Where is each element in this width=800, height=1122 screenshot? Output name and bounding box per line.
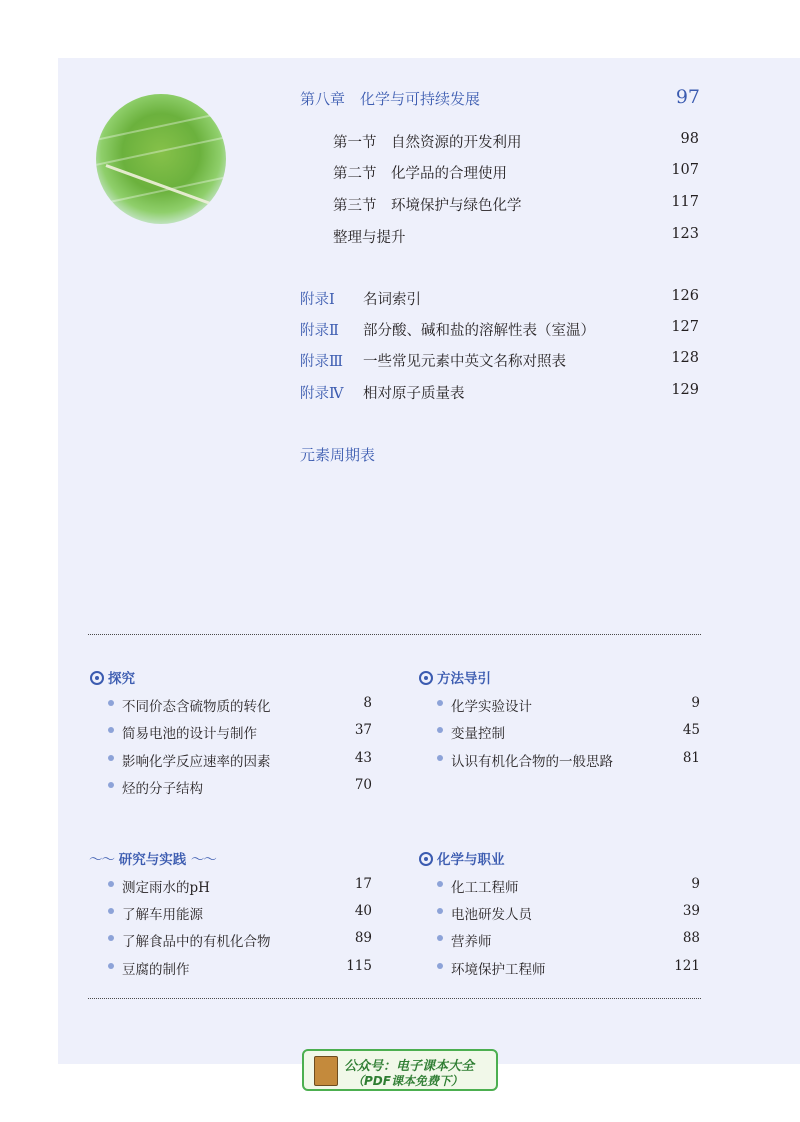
bullet-icon: [108, 727, 114, 733]
methods-title: 方法导引: [437, 671, 491, 687]
section-entry[interactable]: [333, 131, 699, 152]
appendix-label: 附录Ⅲ: [300, 354, 343, 370]
bullet-icon: [437, 881, 443, 887]
chapter-heading[interactable]: [300, 88, 700, 109]
appendix-page: 126: [671, 288, 699, 304]
item-page: 8: [363, 695, 372, 711]
item-page: 37: [354, 722, 372, 738]
periodic-table-link[interactable]: 元素周期表: [300, 446, 376, 464]
bullet-icon: [437, 700, 443, 706]
item-text: 不同价态含硫物质的转化: [122, 699, 271, 715]
section-title: 第一节 自然资源的开发利用: [333, 135, 522, 151]
bullet-icon: [108, 755, 114, 761]
item-text: 简易电池的设计与制作: [122, 726, 257, 742]
chapter-page: 97: [675, 86, 700, 108]
watermark-line2: （PDF课本免费下）: [352, 1074, 463, 1088]
wave-icon: 〜〜: [89, 852, 114, 868]
appendix-page: 129: [671, 382, 699, 398]
appendix-entry[interactable]: [300, 382, 699, 403]
appendix-entry[interactable]: [300, 319, 699, 340]
bullet-icon: [108, 963, 114, 969]
farmland-photo: [96, 94, 226, 224]
research-title: 研究与实践: [118, 852, 187, 868]
careers-title: 化学与职业: [437, 852, 505, 868]
item-text: 环境保护工程师: [451, 962, 546, 978]
appendix-entry[interactable]: [300, 288, 699, 309]
section-page: 107: [671, 162, 699, 178]
item-text: 化工工程师: [451, 880, 519, 896]
section-page: 117: [671, 194, 699, 210]
section-title: 第二节 化学品的合理使用: [333, 166, 507, 182]
bullet-icon: [108, 935, 114, 941]
item-page: 81: [682, 750, 700, 766]
section-title: 第三节 环境保护与绿色化学: [333, 198, 522, 214]
bullet-icon: [437, 908, 443, 914]
item-page: 9: [691, 876, 700, 892]
item-text: 了解食品中的有机化合物: [122, 934, 271, 950]
item-text: 电池研发人员: [451, 907, 532, 923]
item-page: 88: [682, 930, 700, 946]
watermark-badge: [302, 1049, 498, 1091]
dotted-divider: [88, 998, 701, 999]
appendix-label: 附录Ⅱ: [300, 323, 339, 339]
bullet-icon: [108, 700, 114, 706]
item-page: 115: [346, 958, 372, 974]
explore-heading: [90, 667, 135, 687]
item-text: 营养师: [451, 934, 492, 950]
item-page: 70: [354, 777, 372, 793]
item-text: 豆腐的制作: [122, 962, 190, 978]
target-icon: [90, 671, 104, 685]
item-text: 了解车用能源: [122, 907, 203, 923]
careers-heading: [419, 848, 505, 868]
book-icon: [314, 1056, 338, 1086]
item-text: 认识有机化合物的一般思路: [451, 754, 613, 770]
section-entry[interactable]: [333, 194, 699, 215]
section-title: 整理与提升: [333, 230, 406, 246]
chapter-title: 第八章 化学与可持续发展: [300, 90, 481, 108]
item-page: 39: [682, 903, 700, 919]
explore-title: 探究: [108, 671, 135, 687]
item-text: 影响化学反应速率的因素: [122, 754, 271, 770]
section-entry[interactable]: [333, 226, 699, 247]
appendix-page: 128: [671, 350, 699, 366]
item-text: 变量控制: [451, 726, 505, 742]
people-icon: [419, 852, 433, 866]
item-page: 40: [354, 903, 372, 919]
section-entry[interactable]: [333, 162, 699, 183]
wave-icon: 〜〜: [190, 852, 216, 868]
bullet-icon: [437, 755, 443, 761]
appendix-entry[interactable]: [300, 350, 699, 371]
appendix-title: 相对原子质量表: [363, 386, 465, 402]
item-page: 17: [354, 876, 372, 892]
bullet-icon: [437, 963, 443, 969]
item-page: 121: [674, 958, 700, 974]
item-page: 9: [691, 695, 700, 711]
appendix-title: 名词索引: [363, 292, 421, 308]
research-heading: [89, 848, 216, 868]
item-text: 化学实验设计: [451, 699, 532, 715]
section-page: 123: [671, 226, 699, 242]
appendix-title: 一些常见元素中英文名称对照表: [363, 354, 566, 370]
watermark-line1: 公众号：电子课本大全: [344, 1059, 475, 1074]
item-page: 89: [354, 930, 372, 946]
dotted-divider: [88, 634, 701, 635]
appendix-label: 附录Ⅳ: [300, 386, 344, 402]
refresh-icon: [419, 671, 433, 685]
appendix-label: 附录Ⅰ: [300, 292, 335, 308]
appendix-page: 127: [671, 319, 699, 335]
item-text: 烃的分子结构: [122, 781, 203, 797]
bullet-icon: [108, 908, 114, 914]
item-page: 45: [682, 722, 700, 738]
bullet-icon: [437, 727, 443, 733]
bullet-icon: [437, 935, 443, 941]
appendix-title: 部分酸、碱和盐的溶解性表（室温）: [363, 323, 595, 339]
bullet-icon: [108, 881, 114, 887]
item-text: 测定雨水的pH: [122, 880, 210, 896]
section-page: 98: [680, 131, 699, 147]
item-page: 43: [354, 750, 372, 766]
bullet-icon: [108, 782, 114, 788]
methods-heading: [419, 667, 491, 687]
